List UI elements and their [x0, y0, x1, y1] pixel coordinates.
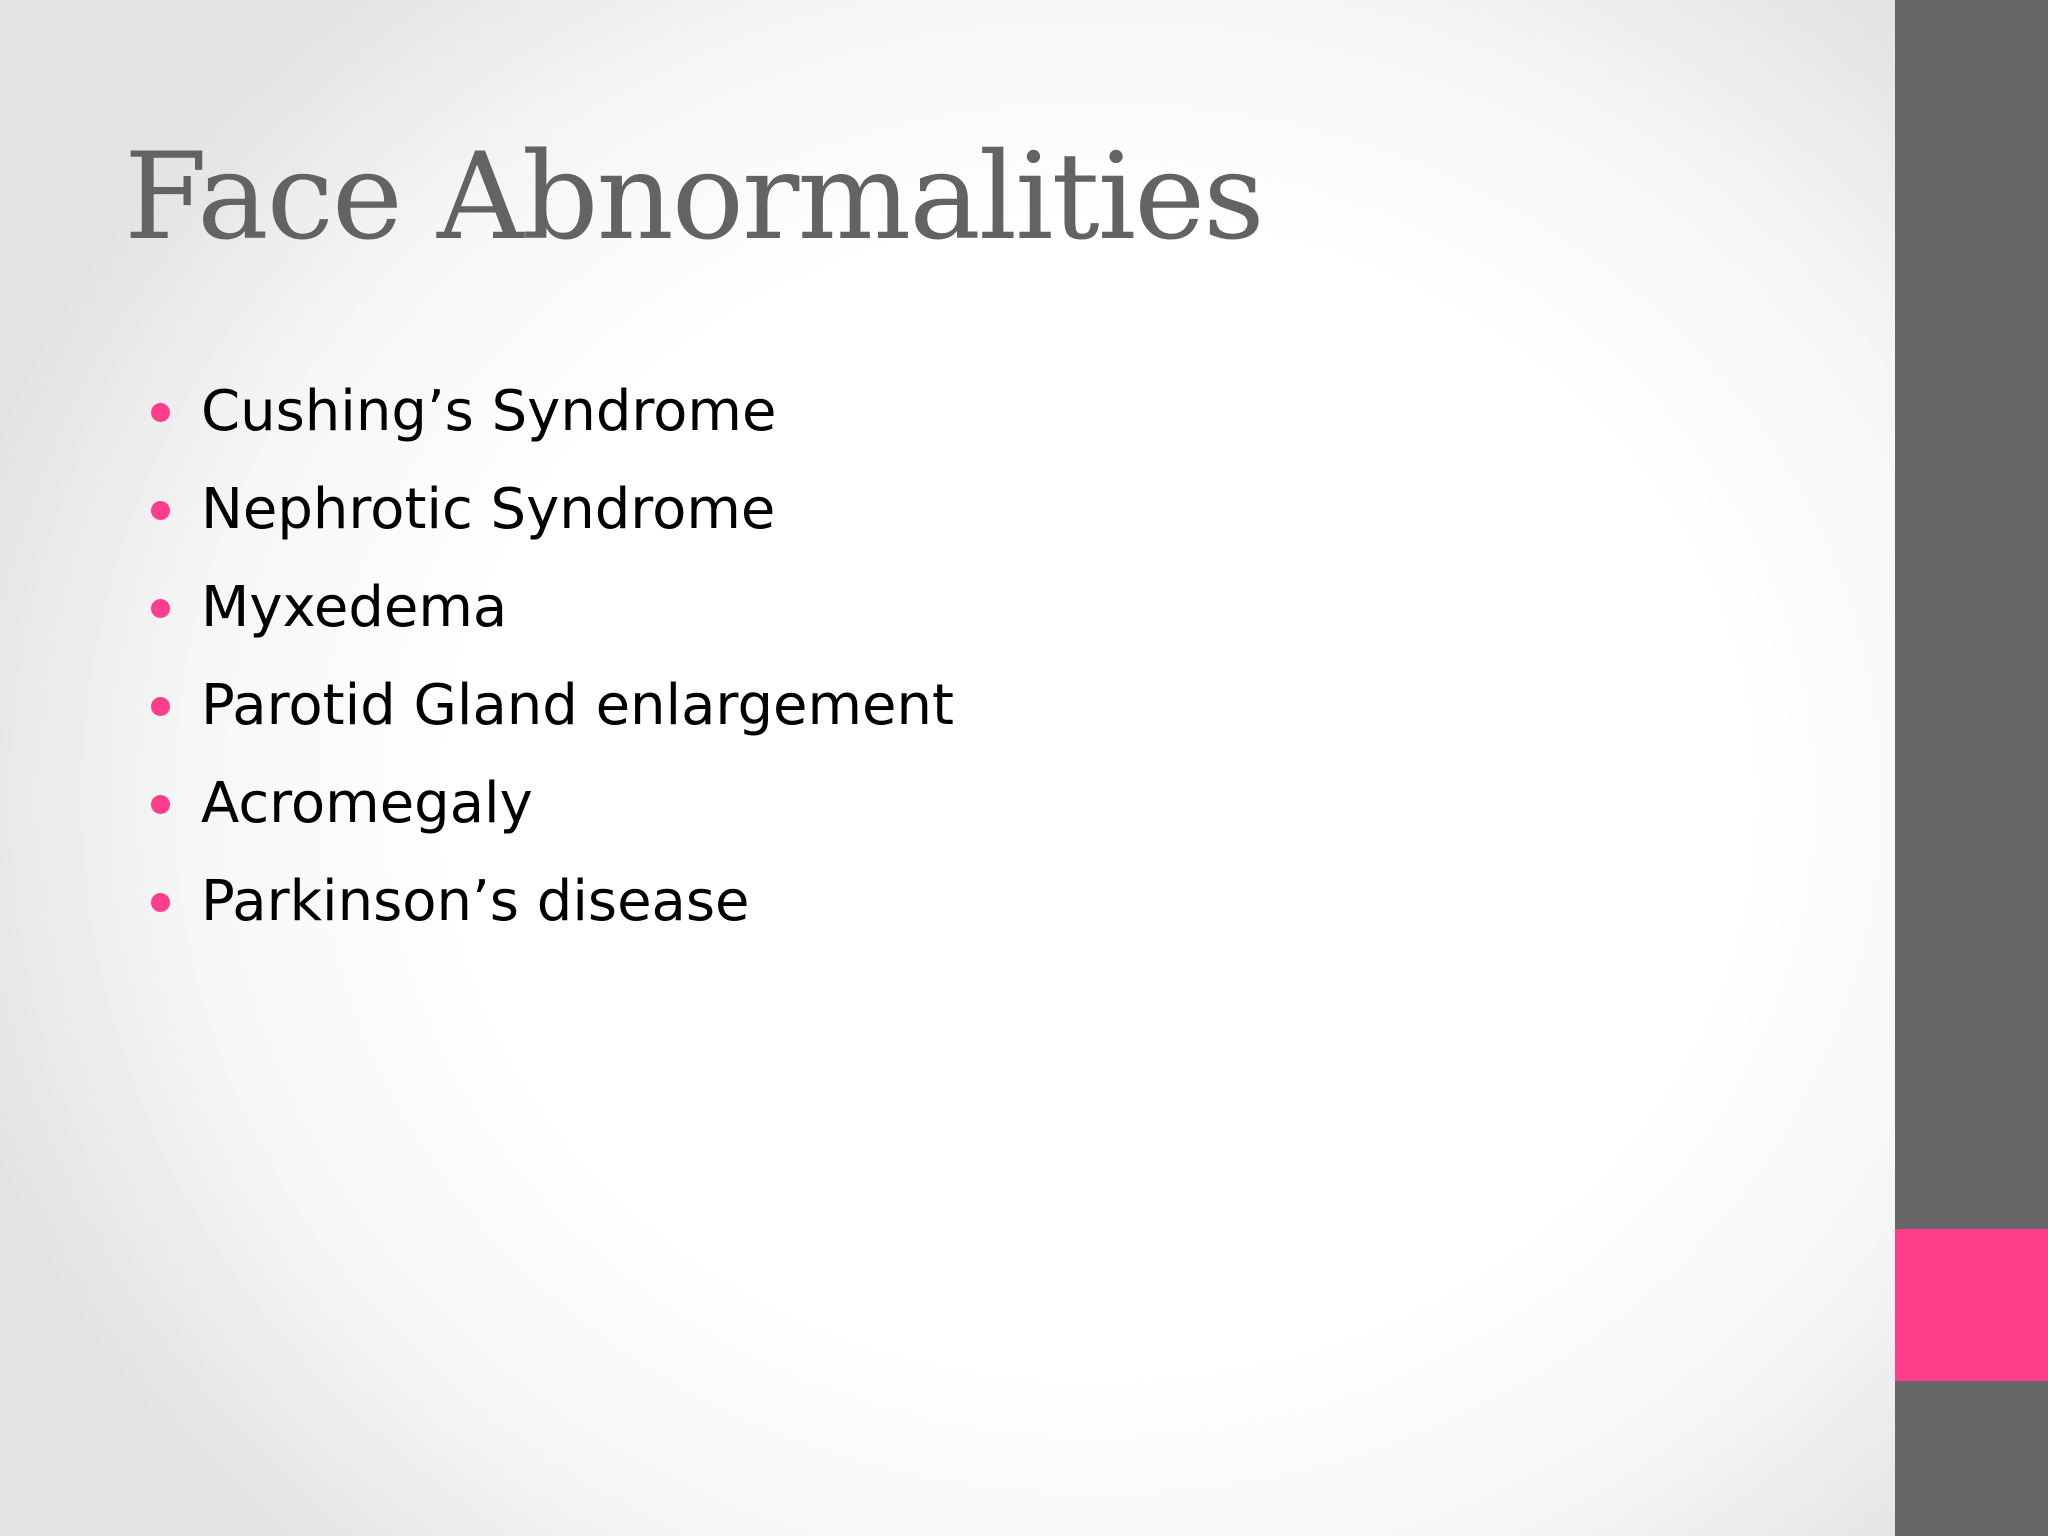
bullet-label: Acromegaly	[201, 771, 533, 836]
bullet-icon	[151, 501, 170, 520]
slide-title: Face Abnormalities	[124, 128, 1263, 267]
bullet-list	[148, 363, 954, 951]
bullet-icon	[151, 599, 170, 618]
bullet-label: Parkinson’s disease	[201, 869, 750, 934]
bullet-item-myxedema	[148, 559, 954, 657]
bullet-item-parkinsons-disease	[148, 853, 954, 951]
bullet-label: Cushing’s Syndrome	[201, 379, 777, 444]
bullet-item-cushings-syndrome	[148, 363, 954, 461]
bullet-icon	[151, 697, 170, 716]
bullet-icon	[151, 403, 170, 422]
bullet-icon	[151, 893, 170, 912]
accent-block	[1895, 1229, 2048, 1381]
bullet-icon	[151, 795, 170, 814]
bullet-item-acromegaly	[148, 755, 954, 853]
bullet-item-parotid-gland-enlargement	[148, 657, 954, 755]
bullet-item-nephrotic-syndrome	[148, 461, 954, 559]
bullet-label: Parotid Gland enlargement	[201, 673, 954, 738]
bullet-label: Nephrotic Syndrome	[201, 477, 776, 542]
bullet-label: Myxedema	[201, 575, 508, 640]
